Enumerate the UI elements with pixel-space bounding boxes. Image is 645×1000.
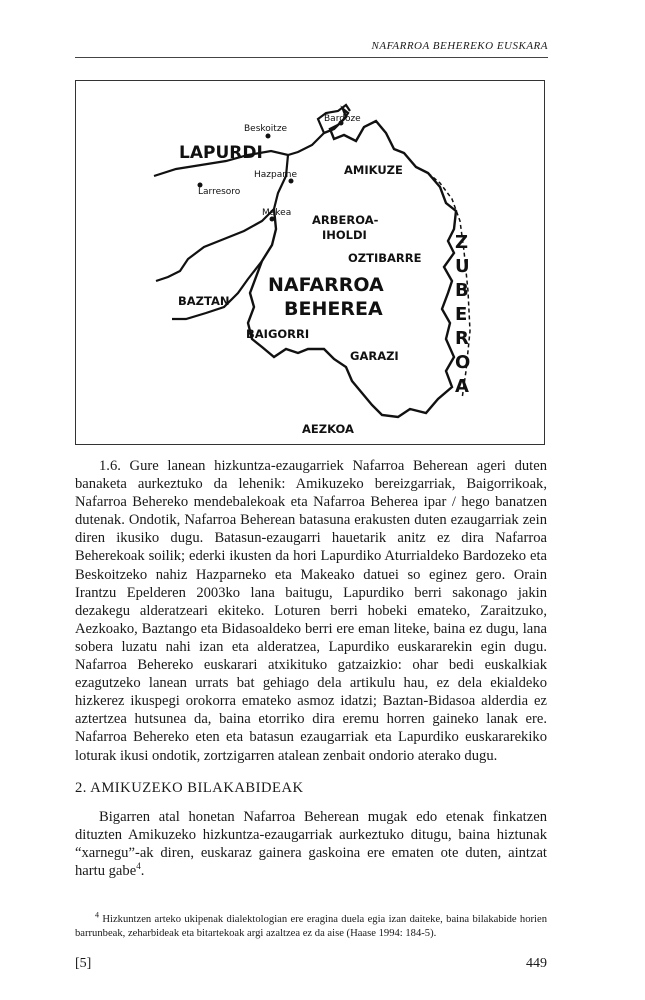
- region-arberoa-line2: IHOLDI: [322, 228, 367, 242]
- paragraph-2-end: .: [140, 863, 145, 880]
- zuberoa-letter: Z: [455, 232, 469, 253]
- running-head: NAFARROA BEHEREKO EUSKARA: [371, 40, 548, 52]
- town-bardoze: Bardoze: [324, 114, 361, 124]
- zuberoa-letter-a: A: [455, 376, 469, 397]
- zuberoa-letter: U: [455, 256, 470, 277]
- paragraph-2-text: Bigarren atal honetan Nafarroa Beherean mugak edo etenak finkatzen dituzten Amikuzeko hizkuntza-ezaugarriak aurkeztuko ditugu, baina hiztunak “xarnegu”-ak diren, euskaraz gainera gaskoina ere ematen ote duten, aintzat hartu gabe: [75, 809, 547, 880]
- footnote-number: 4: [95, 910, 99, 920]
- town-larresoro: Larresoro: [198, 187, 241, 197]
- town-makea: Makea: [262, 208, 292, 218]
- baztan-border: [172, 261, 262, 319]
- map-figure: [75, 80, 545, 445]
- region-lapurdi: LAPURDI: [179, 143, 263, 163]
- town-hazparne: Hazparne: [254, 170, 298, 180]
- footnote-reference: 4: [136, 861, 141, 872]
- footnote: [75, 910, 547, 940]
- region-garazi: GARAZI: [350, 349, 399, 363]
- beskoitze-dot: [266, 134, 271, 139]
- town-beskoitze: Beskoitze: [244, 124, 288, 134]
- region-baigorri: BAIGORRI: [246, 327, 310, 341]
- section-title: 2. AMIKUZEKO BILAKABIDEAK: [75, 780, 304, 796]
- region-aezkoa: AEZKOA: [302, 422, 354, 436]
- zuberoa-letter: B: [455, 280, 469, 301]
- region-baztan: BAZTAN: [178, 294, 230, 308]
- page-number: 449: [526, 956, 547, 971]
- zuberoa-letter: O: [455, 352, 471, 373]
- region-oztibarre: OZTIBARRE: [348, 251, 422, 265]
- paragraph-2: [75, 808, 547, 880]
- zuberoa-letter: R: [455, 328, 469, 349]
- region-arberoa-line1: ARBEROA-: [312, 213, 379, 227]
- zuberoa-letter: E: [455, 304, 468, 325]
- region-amikuze: AMIKUZE: [344, 163, 403, 177]
- map-svg: [76, 81, 544, 444]
- paragraph-1: 1.6. Gure lanean hizkuntza-ezaugarriek Nafarroa Beherean ageri duten banaketa aurkeztuko da lehenik: Amikuzeko bereizgarriak, Baigorrikoak, Nafarroa Behereko mendebalekoak eta Nafarroa Beherea ipar / hego banatzen dutenak. Ondotik, Nafarroa Beherean batasuna erakusten duten ezaugarriak zein diren ikusiko dugu. Batasun-ezaugarri hauetarik anitz ez dira Nafarroa Beherekoak soilik; ederki ikusten da hori Lapurdiko Aturrialdeko Bardozeko eta Beskoitzeko nahiz Hazparneko eta Makeako datuei so eginez gero. Orain Irantzu Epelderen 2003ko lana baitugu, Lapurdiko berri sakonago jakin dezakegu alderatzeari ekiteko. Loturen berri hobeki emateko, Zaraitzuko, Aezkoako, Baztango eta Bidasoaldeko berri ere eman liteke, baina ez dugu, lana soberа luzatu nahi izan eta alderatzea, Lapurdiko euskararekin egin dugu. Nafarroa Behereko euskarari atxikituko gatzaizkio: ohar bedi euskalkiak ezagutzeko lanean urrats bat gehiago dela artikulu hau, ez dela ekialdeko hizkerez ikuspegi orokorra emateko asmoz idatzi; Baztan-Bidasoa alderdia ez aztertzea hutsunea da, baina etorriko dira eremu horren gaineko lanak ere. Nafarroa Behereko eten eta batasun ezaugarriak eta Lapurdiko euskararekiko loturak ikusi ondotik, zortzigarren atalean zenbait ondorio aterako dugu.: [75, 458, 547, 764]
- region-nafarroa: NAFARROA: [268, 274, 384, 296]
- region-beherea: BEHEREA: [284, 298, 383, 320]
- header-rule: [75, 57, 548, 58]
- footnote-text: Hizkuntzen arteko ukipenak dialektologian ere eragina duela egia izan daiteke, baina bilakabide horien barrunbeak, zeharbideak eta bitartekoak argi azaltzea ez da aise (Haase 1994: 184-5).: [75, 914, 547, 939]
- page-section-number: [5]: [75, 956, 92, 971]
